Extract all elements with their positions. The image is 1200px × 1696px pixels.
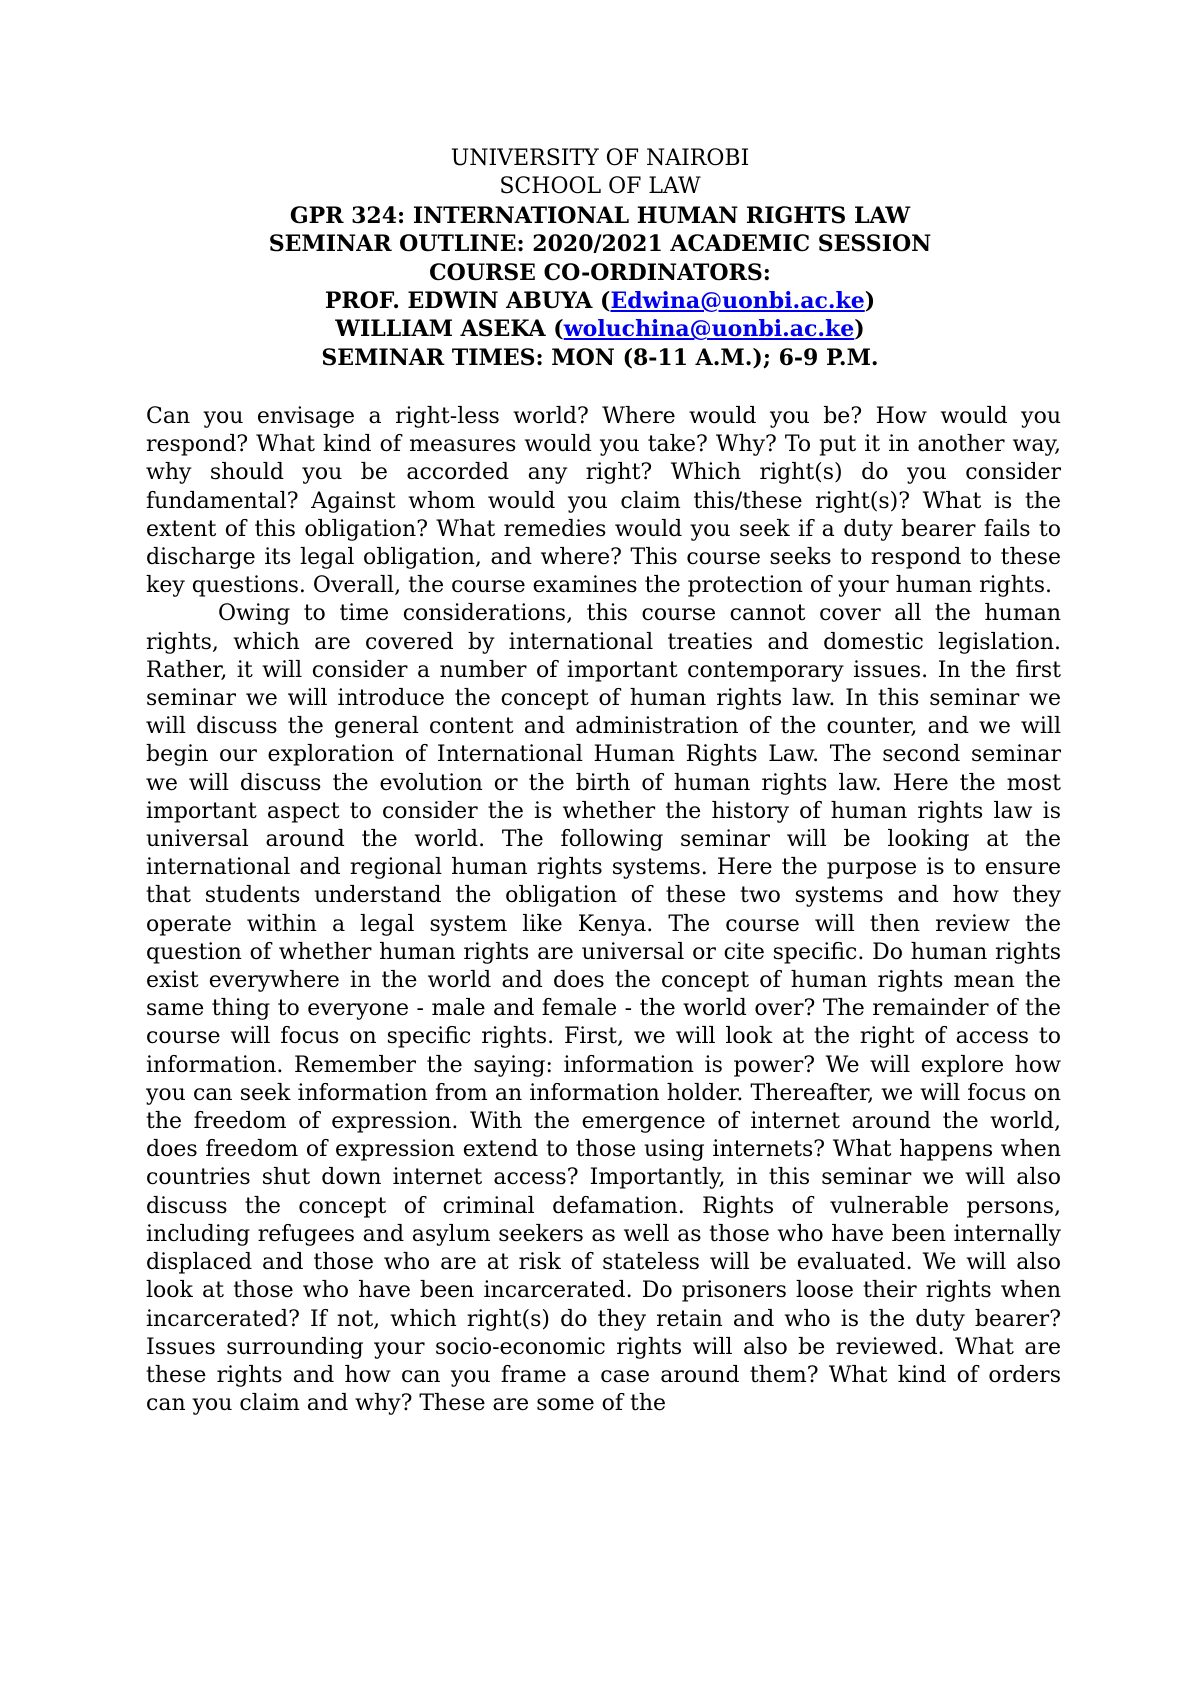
coordinator-1-close: )	[864, 288, 876, 315]
document-body	[146, 403, 1061, 1418]
document-header	[0, 145, 1200, 372]
coordinator-1-name: PROF. EDWIN ABUYA (	[324, 288, 611, 315]
coordinator-1-email-link[interactable]: Edwina@uonbi.ac.ke	[610, 288, 865, 315]
seminar-outline-title: SEMINAR OUTLINE: 2020/2021 ACADEMIC SESSION	[268, 231, 932, 258]
coordinator-2	[0, 315, 1200, 343]
coordinator-2-name: WILLIAM ASEKA (	[335, 316, 564, 343]
course-title: GPR 324: INTERNATIONAL HUMAN RIGHTS LAW	[289, 202, 911, 229]
paragraph-intro: Can you envisage a right-less world? Where would you be? How would you respond? What kind of measures would you take? Why? To put it in another way, why should you be accorded any right? Which right(s) do you consider fundamental? Against whom would you claim this/these right(s)? What is the extent of this obligation? What remedies would you seek if a duty bearer fails to discharge its legal obligation, and where? This course seeks to respond to these key questions. Overall, the course examines the protection of your human rights.	[146, 404, 1061, 599]
coordinator-2-close: )	[854, 316, 865, 343]
seminar-times: SEMINAR TIMES: MON (8-11 A.M.); 6-9 P.M.	[321, 344, 879, 371]
university-name: UNIVERSITY OF NAIROBI	[450, 146, 750, 171]
school-name: SCHOOL OF LAW	[499, 174, 701, 200]
coordinator-2-email-link[interactable]: woluchina@uonbi.ac.ke	[563, 316, 855, 343]
coordinator-1	[0, 287, 1200, 315]
coordinators-label: COURSE CO-ORDINATORS:	[429, 259, 771, 286]
paragraph-course-overview: Owing to time considerations, this course cannot cover all the human rights, which are covered by international treaties and domestic legislation. Rather, it will consider a number of important contemporary issues. In the first seminar we will introduce the concept of human rights law. In this seminar we will discuss the general content and administration of the counter, and we will begin our exploration of International Human Rights Law. The second seminar we will discuss the evolution or the birth of human rights law. Here the most important aspect to consider the is whether the history of human rights law is universal around the world. The following seminar will be looking at the international and regional human rights systems. Here the purpose is to ensure that students understand the obligation of these two systems and how they operate within a legal system like Kenya. The course will then review the question of whether human rights are universal or cite specific. Do human rights exist everywhere in the world and does the concept of human rights mean the same thing to everyone - male and female - the world over? The remainder of the course will focus on specific rights. First, we will look at the right of access to information. Remember the saying: information is power? We will explore how you can seek information from an information holder. Thereafter, we will focus on the freedom of expression. With the emergence of internet around the world, does freedom of expression extend to those using internets? What happens when countries shut down internet access? Importantly, in this seminar we will also discuss the concept of criminal defamation. Rights of vulnerable persons, including refugees and asylum seekers as well as those who have been internally displaced and those who are at risk of stateless will be evaluated. We will also look at those who have been incarcerated. Do prisoners loose their rights when incarcerated? If not, which right(s) do they retain and who is the duty bearer? Issues surrounding your socio-economic rights will also be reviewed. What are these rights and how can you frame a case around them? What kind of orders can you claim and why? These are some of the	[146, 601, 1061, 1417]
